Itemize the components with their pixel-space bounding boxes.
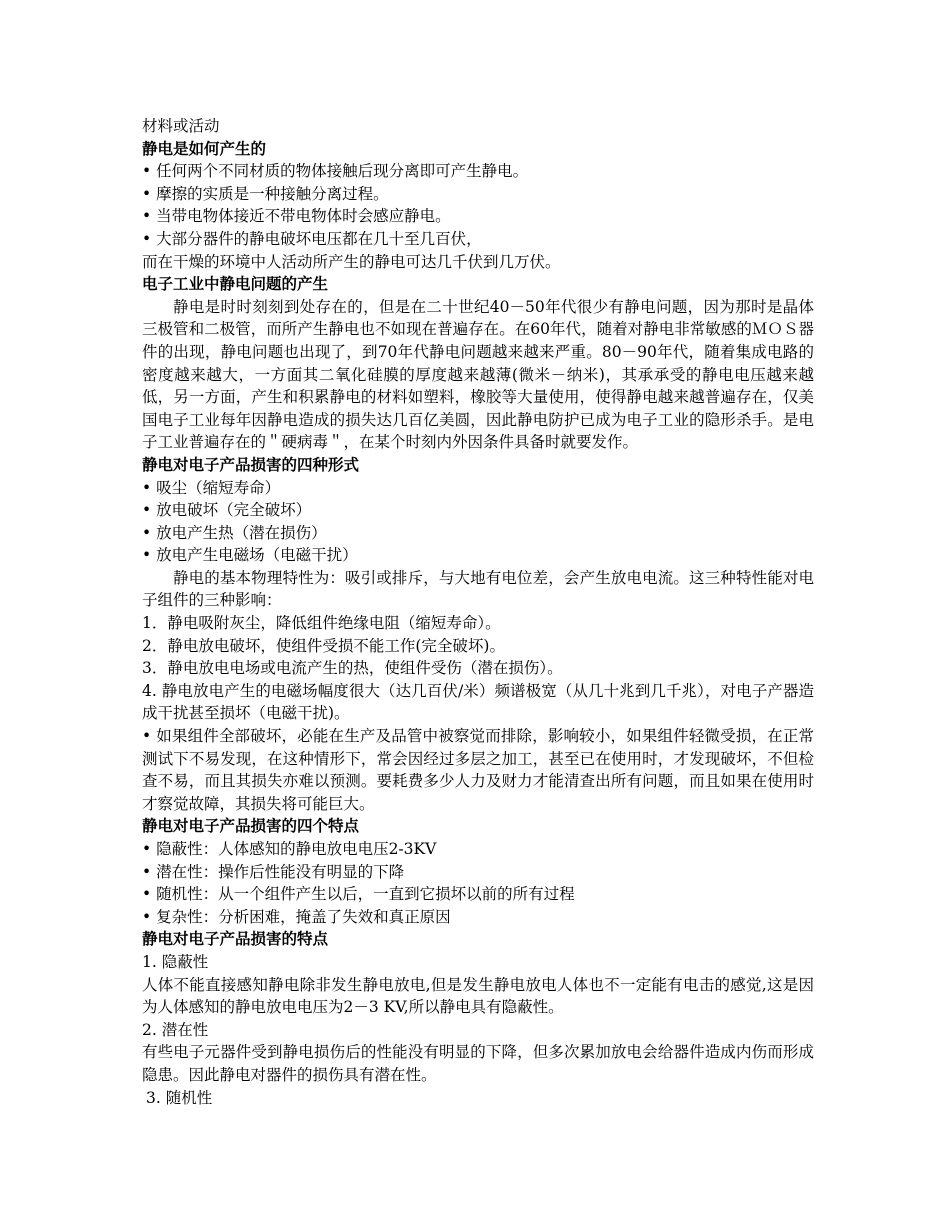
list-item: • 放电破坏（完全破坏） xyxy=(142,501,312,520)
list-item: • 任何两个不同材质的物体接触后现分离即可产生静电。 xyxy=(142,162,529,181)
list-item: • 隐蔽性：人体感知的静电放电电压2-3KV xyxy=(142,840,437,858)
numbered-item: 1．静电吸附灰尘，降低组件绝缘电阻（缩短寿命）。 xyxy=(142,614,501,633)
section-heading-industry: 电子工业中静电问题的产生 xyxy=(142,275,329,294)
list-item: • 大部分器件的静电破坏电压都在几十至几百伏， xyxy=(142,229,482,248)
list-item: • 当带电物体接近不带电物体时会感应静电。 xyxy=(142,207,451,226)
list-item: • 放电产生电磁场（电磁干扰） xyxy=(142,546,358,565)
impact-paragraph: • 如果组件全部破坏，必能在生产及品管中被察觉而排除，影响较小，如果组件轻微受损，在正常测试下不易发现，在这种情形下，常会因经过多层之加工，甚至已在使用时，才发现破坏，不但检查不易，而且其损失亦难以预测。要耗费多少人力及财力才能清查出所有问题，而且如果在使用时才察觉故障，其损失将可能巨大。 xyxy=(142,727,814,813)
hidden-paragraph: 人体不能直接感知静电除非发生静电放电,但是发生静电放电人体也不一定能有电击的感觉,这是因为人体感知的静电放电电压为2－3 KV,所以静电具有隐蔽性。 xyxy=(142,975,814,1017)
subheading-hidden: 1. 隐蔽性 xyxy=(142,952,209,971)
list-item: • 复杂性：分析困难，掩盖了失效和真正原因 xyxy=(142,907,451,926)
list-item: • 吸尘（缩短寿命） xyxy=(142,478,281,497)
intro-label: 材料或活动 xyxy=(142,117,220,135)
physics-paragraph: 静电的基本物理特性为：吸引或排斥，与大地有电位差，会产生放电电流。这三种特性能对电子组件的三种影响： xyxy=(142,568,814,610)
section-heading-features: 静电对电子产品损害的特点 xyxy=(142,930,329,949)
list-item: • 摩擦的实质是一种接触分离过程。 xyxy=(142,184,389,203)
latent-paragraph: 有些电子元器件受到静电损伤后的性能没有明显的下降，但多次累加放电会给器件造成内伤而形成隐患。因此静电对器件的损伤具有潜在性。 xyxy=(142,1043,814,1084)
numbered-item: 4. 静电放电产生的电磁场幅度很大（达几百伏/米）频谱极宽（从几十兆到几千兆），对电子产器造成干扰甚至损坏（电磁干扰)。 xyxy=(142,681,814,723)
list-item: • 放电产生热（潜在损伤） xyxy=(142,523,327,542)
list-item: • 随机性：从一个组件产生以后，一直到它损坏以前的所有过程 xyxy=(142,885,575,904)
section-heading-four-features: 静电对电子产品损害的四个特点 xyxy=(142,817,360,836)
list-item-continuation: 而在干燥的环境中人活动所产生的静电可达几千伏到几万伏。 xyxy=(142,252,561,271)
numbered-item: 3．静电放电电场或电流产生的热，使组件受伤（潜在损伤）。 xyxy=(142,659,563,678)
subheading-random: 3. 随机性 xyxy=(146,1088,213,1107)
section-heading-four-forms: 静电对电子产品损害的四种形式 xyxy=(142,455,360,474)
numbered-item: 2．静电放电破坏，使组件受损不能工作(完全破坏)。 xyxy=(142,636,505,655)
subheading-latent: 2. 潜在性 xyxy=(142,1020,209,1039)
industry-paragraph: 静电是时时刻刻到处存在的，但是在二十世纪40－50年代很少有静电问题，因为那时是晶体三极管和二极管，而所产生静电也不如现在普遍存在。在60年代，随着对静电非常敏感的ＭＯＳ器件的出现，静电问题也出现了，到70年代静电问题越来越来严重。80－90年代，随着集成电路的密度越来越大，一方面其二氧化硅膜的厚度越来越薄(微米－纳米)，其承承受的静电电压越来越低，另一方面，产生和积累静电的材料如塑料，橡胶等大量使用，使得静电越来越普遍存在，仅美国电子工业每年因静电造成的损失达几百亿美圆，因此静电防护已成为电子工业的隐形杀手。是电子工业普遍存在的＂硬病毒＂，在某个时刻内外因条件具备时就要发作。 xyxy=(142,297,814,452)
list-item: • 潜在性：操作后性能没有明显的下降 xyxy=(142,862,405,881)
document-page xyxy=(142,115,814,1109)
section-heading-generation: 静电是如何产生的 xyxy=(142,139,267,158)
